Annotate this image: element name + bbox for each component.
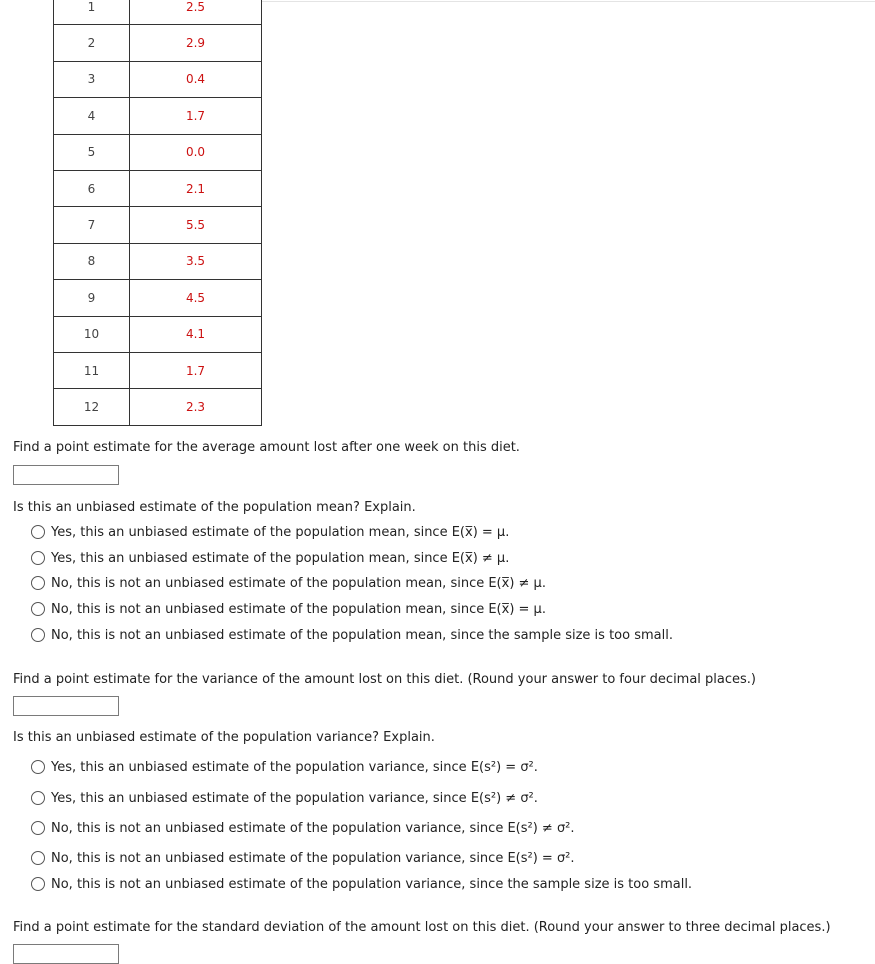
table-row bbox=[54, 389, 262, 425]
table-cell-x: 3 bbox=[54, 61, 130, 97]
table-row bbox=[54, 316, 262, 352]
radio-button[interactable] bbox=[31, 602, 45, 616]
table-cell-y: 4.5 bbox=[130, 280, 262, 316]
table-cell-y: 0.0 bbox=[130, 134, 262, 170]
variance-option-4[interactable] bbox=[31, 850, 575, 866]
table-cell-x: 1 bbox=[54, 0, 130, 25]
option-label: No, this is not an unbiased estimate of the population mean, since E(x̅) = μ. bbox=[51, 601, 546, 617]
table-cell-y: 2.9 bbox=[130, 25, 262, 61]
table-cell-x: 10 bbox=[54, 316, 130, 352]
data-table bbox=[53, 0, 262, 426]
radio-button[interactable] bbox=[31, 760, 45, 774]
q4-prompt: Is this an unbiased estimate of the population variance? Explain. bbox=[13, 730, 435, 745]
radio-button[interactable] bbox=[31, 525, 45, 539]
table-row bbox=[54, 352, 262, 388]
option-label: No, this is not an unbiased estimate of the population variance, since the sample size is too small. bbox=[51, 876, 693, 892]
mean-option-1[interactable] bbox=[31, 524, 509, 540]
option-label: Yes, this an unbiased estimate of the population mean, since E(x̅) = μ. bbox=[51, 524, 510, 540]
radio-button[interactable] bbox=[31, 576, 45, 590]
radio-button[interactable] bbox=[31, 791, 45, 805]
table-row bbox=[54, 170, 262, 206]
radio-button[interactable] bbox=[31, 851, 45, 865]
table-cell-y: 1.7 bbox=[130, 98, 262, 134]
variance-option-1[interactable] bbox=[31, 759, 538, 775]
mean-estimate-input[interactable] bbox=[13, 465, 119, 485]
table-cell-x: 2 bbox=[54, 25, 130, 61]
radio-button[interactable] bbox=[31, 551, 45, 565]
mean-option-5[interactable] bbox=[31, 627, 673, 643]
q2-prompt: Is this an unbiased estimate of the population mean? Explain. bbox=[13, 500, 416, 515]
option-label: Yes, this an unbiased estimate of the population variance, since E(s²) = σ². bbox=[51, 759, 538, 775]
variance-option-3[interactable] bbox=[31, 820, 575, 836]
q5-prompt: Find a point estimate for the standard deviation of the amount lost on this diet. (Round your answer to three decimal places.) bbox=[13, 920, 831, 935]
table-cell-x: 12 bbox=[54, 389, 130, 425]
variance-option-2[interactable] bbox=[31, 790, 538, 806]
top-divider bbox=[261, 1, 875, 2]
table-row bbox=[54, 25, 262, 61]
table-cell-x: 11 bbox=[54, 352, 130, 388]
mean-option-3[interactable] bbox=[31, 575, 546, 591]
variance-estimate-input[interactable] bbox=[13, 696, 119, 716]
mean-option-2[interactable] bbox=[31, 550, 509, 566]
table-row bbox=[54, 207, 262, 243]
table-cell-y: 0.4 bbox=[130, 61, 262, 97]
option-label: No, this is not an unbiased estimate of the population variance, since E(s²) ≠ σ². bbox=[51, 820, 575, 836]
option-label: No, this is not an unbiased estimate of the population mean, since the sample size is too small. bbox=[51, 627, 673, 643]
table-row bbox=[54, 280, 262, 316]
q1-prompt: Find a point estimate for the average amount lost after one week on this diet. bbox=[13, 440, 520, 455]
radio-button[interactable] bbox=[31, 877, 45, 891]
option-label: Yes, this an unbiased estimate of the population variance, since E(s²) ≠ σ². bbox=[51, 790, 538, 806]
std-dev-estimate-input[interactable] bbox=[13, 944, 119, 964]
table-cell-y: 4.1 bbox=[130, 316, 262, 352]
table-cell-y: 1.7 bbox=[130, 352, 262, 388]
option-label: Yes, this an unbiased estimate of the population mean, since E(x̅) ≠ μ. bbox=[51, 550, 510, 566]
table-cell-x: 8 bbox=[54, 243, 130, 279]
table-cell-x: 4 bbox=[54, 98, 130, 134]
table-row bbox=[54, 0, 262, 25]
mean-option-4[interactable] bbox=[31, 601, 546, 617]
option-label: No, this is not an unbiased estimate of the population variance, since E(s²) = σ². bbox=[51, 850, 575, 866]
table-row bbox=[54, 61, 262, 97]
table-row bbox=[54, 134, 262, 170]
table-cell-y: 3.5 bbox=[130, 243, 262, 279]
table-cell-y: 2.5 bbox=[130, 0, 262, 25]
table-cell-y: 2.1 bbox=[130, 170, 262, 206]
table-cell-y: 5.5 bbox=[130, 207, 262, 243]
radio-button[interactable] bbox=[31, 628, 45, 642]
table-cell-x: 5 bbox=[54, 134, 130, 170]
table-cell-x: 6 bbox=[54, 170, 130, 206]
table-row bbox=[54, 243, 262, 279]
table-row bbox=[54, 98, 262, 134]
table-cell-y: 2.3 bbox=[130, 389, 262, 425]
table-cell-x: 9 bbox=[54, 280, 130, 316]
radio-button[interactable] bbox=[31, 821, 45, 835]
table-cell-x: 7 bbox=[54, 207, 130, 243]
q3-prompt: Find a point estimate for the variance of the amount lost on this diet. (Round your answer to four decimal places.) bbox=[13, 672, 757, 687]
option-label: No, this is not an unbiased estimate of the population mean, since E(x̅) ≠ μ. bbox=[51, 575, 546, 591]
variance-option-5[interactable] bbox=[31, 876, 692, 892]
